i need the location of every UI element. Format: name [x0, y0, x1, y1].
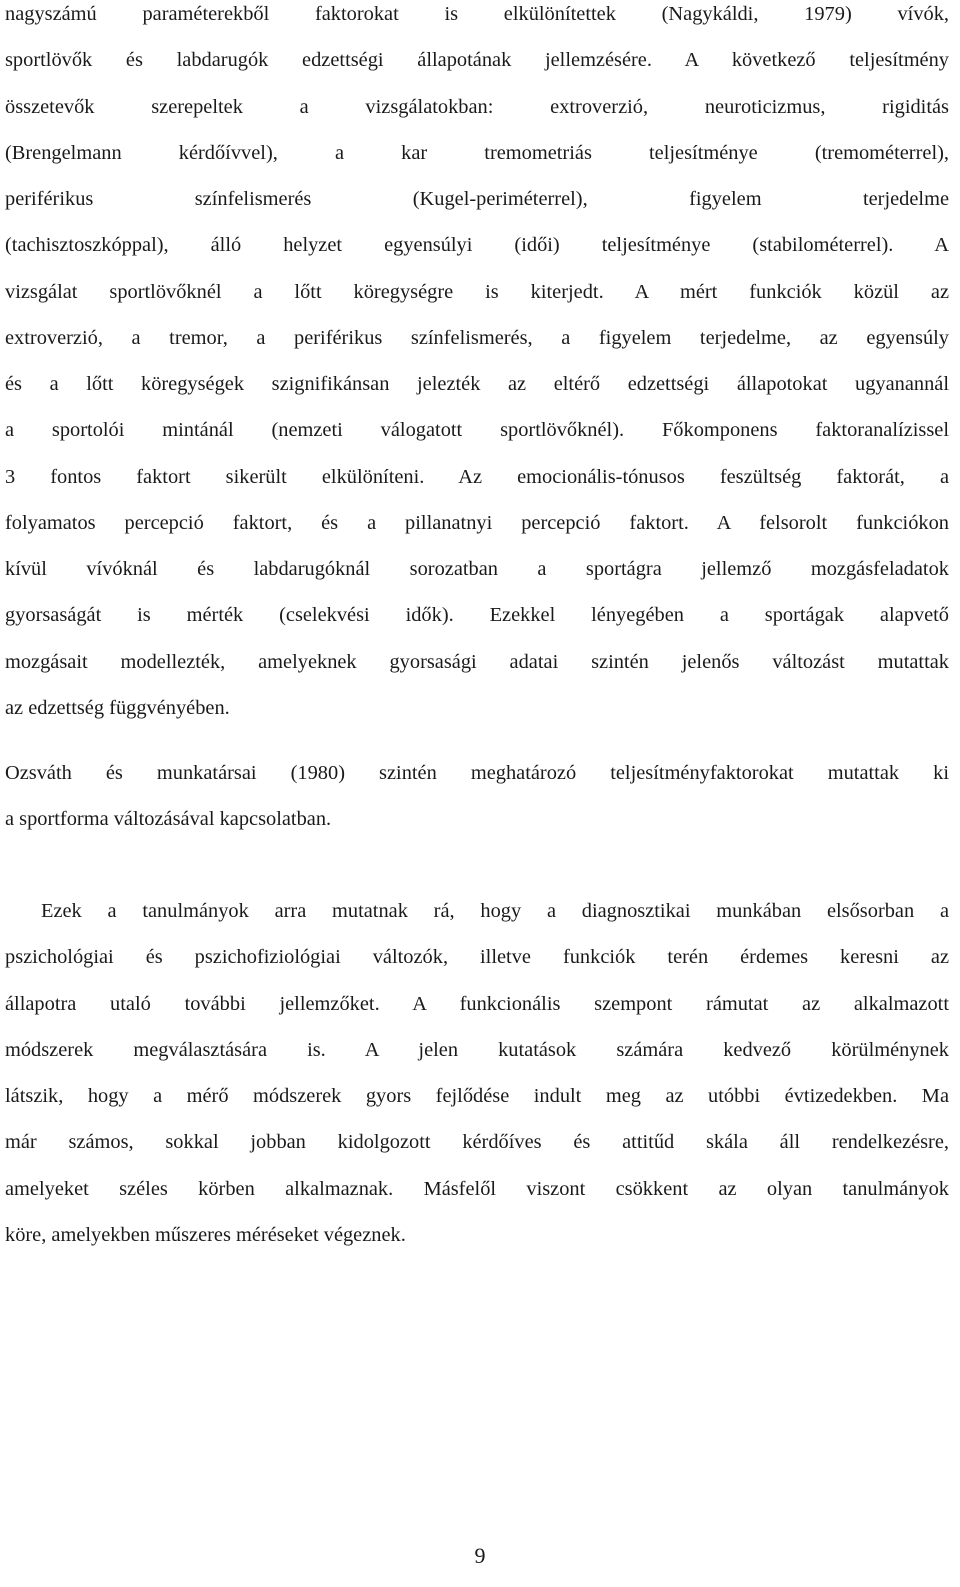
text-line: köre, amelyekben műszeres méréseket végeznek. — [5, 1223, 406, 1246]
paragraph-1 — [5, 0, 949, 740]
text-line: (tachisztoszkóppal), álló helyzet egyensúlyi (idői) teljesítménye (stabilométerrel). A — [5, 234, 949, 257]
text-line: és a lőtt köregységek szignifikánsan jelezték az eltérő edzettségi állapotokat ugyanannál — [5, 373, 949, 395]
text-line: nagyszámú paraméterekből faktorokat is elkülönítettek (Nagykáldi, 1979) vívók, — [5, 3, 949, 25]
text-line: gyorsaságát is mérték (cselekvési idők). Ezekkel lényegében a sportágak alapvető — [5, 604, 949, 627]
text-line: már számos, sokkal jobban kidolgozott kérdőíves és attitűd skála áll rendelkezésre, — [5, 1131, 949, 1154]
text-line: amelyeket széles körben alkalmaznak. Másfelől viszont csökkent az olyan tanulmányok — [5, 1177, 949, 1200]
text-line: pszichológiai és pszichofiziológiai változók, illetve funkciók terén érdemes keresni az — [5, 946, 949, 969]
text-line: periférikus színfelismerés (Kugel-periméterrel), figyelem terjedelme — [5, 188, 949, 210]
text-line: a sportolói mintánál (nemzeti válogatott sportlövőknél). Főkomponens faktoranalízissel — [5, 419, 949, 442]
text-line: összetevők szerepeltek a vizsgálatokban: extroverzió, neuroticizmus, rigiditás — [5, 95, 949, 118]
text-line: látszik, hogy a mérő módszerek gyors fejlődése indult meg az utóbbi évtizedekben. Ma — [5, 1085, 949, 1107]
text-line: az edzettség függvényében. — [5, 696, 230, 719]
text-line: a sportforma változásával kapcsolatban. — [5, 808, 332, 831]
text-line: vizsgálat sportlövőknél a lőtt köregységre is kiterjedt. A mért funkciók közül az — [5, 280, 949, 303]
text-line: (Brengelmann kérdőívvel), a kar tremometriás teljesítménye (tremométerrel), — [5, 141, 949, 164]
text-line: 3 fontos faktort sikerült elkülöníteni. Az emocionális-tónusos feszültség faktorát, a — [5, 465, 949, 488]
paragraph-3 — [5, 897, 949, 1267]
text-line: mozgásait modellezték, amelyeknek gyorsasági adatai szintén jelenős változást mutattak — [5, 650, 949, 673]
text-line: módszerek megválasztására is. A jelen kutatások számára kedvező körülménynek — [5, 1038, 949, 1061]
text-line: Ozsváth és munkatársai (1980) szintén meghatározó teljesítményfaktorokat mutattak ki — [5, 762, 949, 784]
text-line: folyamatos percepció faktort, és a pillanatnyi percepció faktort. A felsorolt funkciókon — [5, 511, 949, 534]
paragraph-2 — [5, 759, 949, 852]
page-number: 9 — [474, 1543, 486, 1568]
text-line: állapotra utaló további jellemzőket. A funkcionális szempont rámutat az alkalmazott — [5, 992, 949, 1015]
text-line: kívül vívóknál és labdarugóknál sorozatban a sportágra jellemző mozgásfeladatok — [5, 558, 949, 580]
text-line: extroverzió, a tremor, a periférikus színfelismerés, a figyelem terjedelme, az egyensúly — [5, 326, 949, 349]
text-line: sportlövők és labdarugók edzettségi állapotának jellemzésére. A következő teljesítmény — [5, 49, 949, 72]
text-line: Ezek a tanulmányok arra mutatnak rá, hogy a diagnosztikai munkában elsősorban a — [41, 900, 949, 922]
